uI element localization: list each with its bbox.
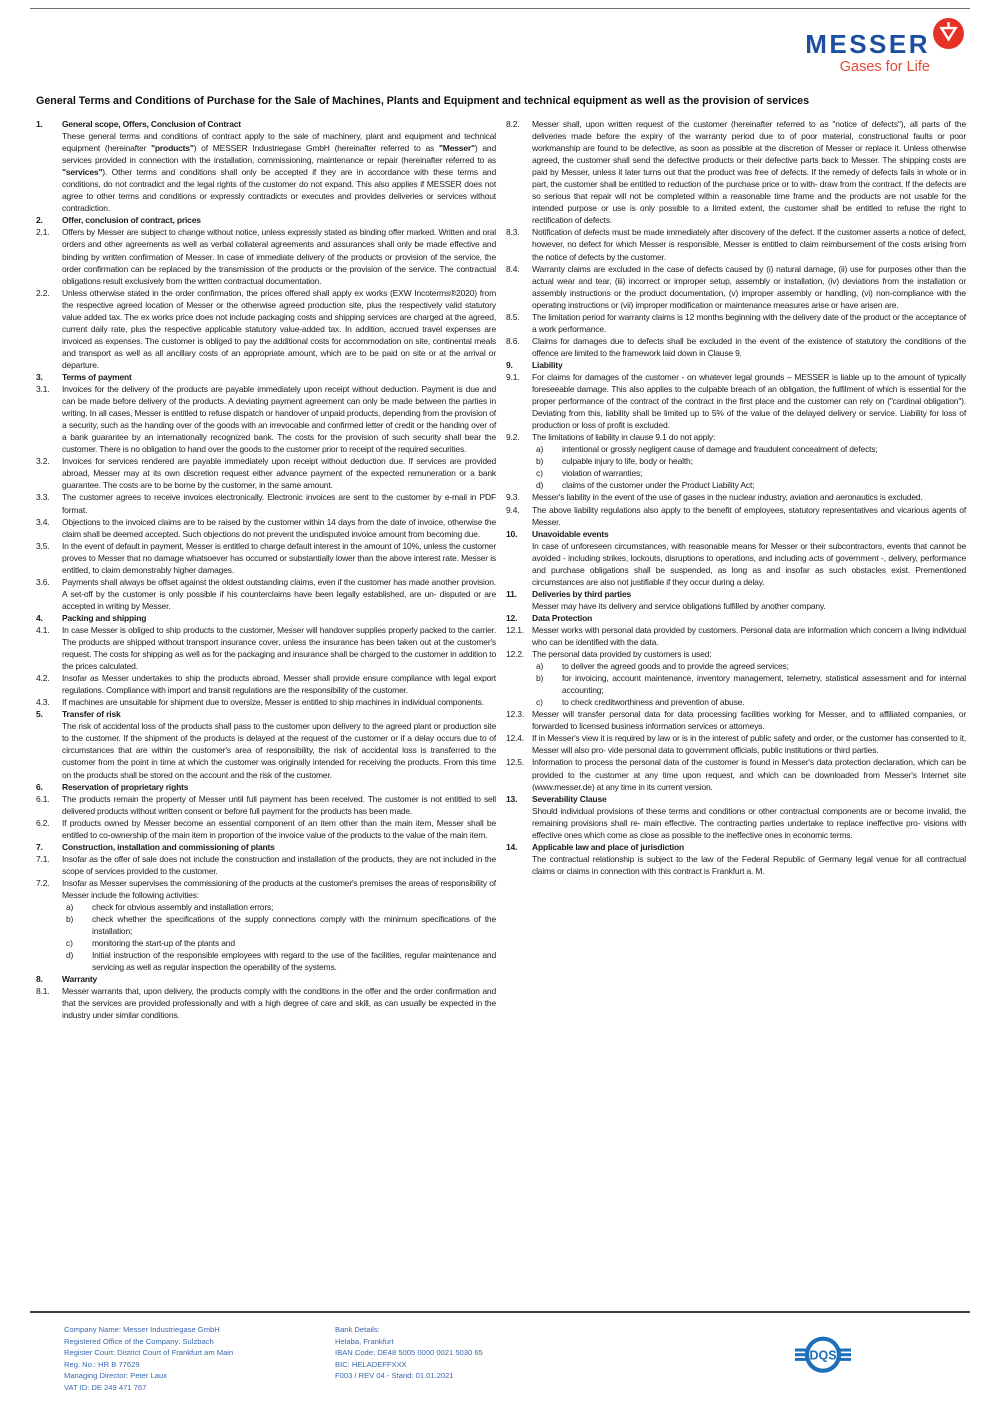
clause-item: [36, 877, 496, 901]
clause-text: Messer may have its delivery and service obligations fulfilled by another company.: [532, 600, 826, 611]
clause-text: [62, 937, 496, 949]
dqs-certification-logo: [794, 1332, 852, 1379]
clause-item: [36, 226, 496, 286]
footer-bank-line: BIC: HELADEFFXXX: [335, 1359, 407, 1369]
clause-item: [506, 805, 966, 841]
clause-text: In case of unforeseen circumstances, with reasonable means for Messer or their subcontractors, events that cannot be avoided - including strikes, lockouts, disruptions to operations, and including acts of government -, delivery, performance and purchase obligations shall be suspended, as long as and insofar as such obstacles exist. Prementioned circumstances are also not justifiable if they occur during a delay.: [532, 540, 966, 587]
clause-text: [62, 949, 496, 973]
clause-text: Unless otherwise stated in the order confirmation, the prices offered shall apply ex works (EXW Incoterms®2020) from the respective agreed location of Messer or the otherwise agreed production site, plus the respectively valid statutory value added tax. The ex works price does not include packaging costs and shipping services are charged at the agreed, current daily rate, plus the respective applicable statutory value-added tax. In addition, accrued travel expenses are invoiced as expenses. The customer is obliged to pay the additional costs for accommodation on site, continental meals and transport as well as all ancillary costs of an appropriate amount, which are to be paid on site or at the arrival or departure.: [62, 287, 496, 370]
clause-item: [36, 720, 496, 780]
clause-text: If products owned by Messer become an essential component of an item other than the main item, Messer shall be entitled to co-ownership of the main item in proportion of the invoice value of the products to the value of the main item.: [62, 817, 496, 840]
clause-text: Construction, installation and commissioning of plants: [62, 841, 275, 852]
clause-text: Unavoidable events: [532, 528, 609, 539]
clause-text: Insofar as the offer of sale does not include the construction and installation of the products, they are not included in the scope of services provided to the customer.: [62, 853, 496, 876]
clause-subtext: check whether the specifications of the supply connections comply with the minimum specifications of the installation;: [92, 914, 496, 937]
clause-subtext: to deliver the agreed goods and to provide the agreed services;: [562, 661, 789, 672]
clauses-column-right: [506, 118, 966, 1022]
clause-text: Deliveries by third parties: [532, 588, 632, 599]
clause-number: 12.: [506, 612, 518, 623]
clause-number: 9.1.: [506, 371, 520, 382]
clause-text: The limitations of liability in clause 9.1 do not apply:: [532, 432, 716, 443]
footer-divider: [30, 1311, 970, 1313]
clause-text: Liability: [532, 359, 563, 370]
clause-text: The customer agrees to receive invoices electronically. Electronic invoices are sent to the customer by e-mail in PDF format.: [62, 492, 496, 515]
footer-company-info: [64, 1324, 233, 1394]
clause-number: 3.6.: [36, 576, 50, 587]
clause-subletter: a): [536, 661, 544, 672]
clause-text: Invoices for services rendered are payable immediately upon receipt without deduction due. If services are provided abroad, Messer may at its own discretion request either advance payment of the expected remuneration or a bank guarantee. The costs are to be borne by the customer, in the same amount.: [62, 456, 496, 491]
clause-item: [36, 576, 496, 612]
footer-bank-info: [335, 1324, 483, 1382]
clause-item: [506, 118, 966, 226]
clause-number: 8.6.: [506, 335, 520, 346]
clause-item: [36, 913, 496, 937]
clause-item: [506, 793, 966, 805]
clause-number: 3.4.: [36, 516, 50, 527]
clause-text: If in Messer's view it is required by law or is in the interest of public safety and order, or the customer has consented to it, Messer will also pro- vide personal data to government officials, public institutions or third parties.: [532, 733, 966, 756]
clause-text: Messer works with personal data provided by customers. Personal data are information which concern a living individual who can be identified with the data.: [532, 624, 966, 648]
clause-text: Messer's liability in the event of the use of gases in the nuclear industry, aviation and aeronautics is excluded.: [532, 492, 923, 503]
clause-text: Insofar as Messer supervises the commissioning of the products at the customer's premises the areas of responsibility of Messer include the following activities:: [62, 877, 496, 900]
clause-number: 12.2.: [506, 649, 525, 660]
clause-item: [506, 455, 966, 467]
clause-subletter: c): [536, 468, 543, 479]
clause-item: [506, 371, 966, 431]
clause-subtext: Initial instruction of the responsible employees with regard to the use of the facilities, regular maintenance and servicing as well as regular inspection the operability of the systems.: [92, 950, 496, 973]
clause-item: [506, 756, 966, 792]
clause-number: 12.5.: [506, 757, 525, 768]
clause-item: [36, 985, 496, 1021]
clause-text: The risk of accidental loss of the products shall pass to the customer upon delivery to the agreed plant or production site to the customer. If the shipment of the products is delayed at the request of the customer or if a delay occurs due to of circumstances that are within the customer's area of responsibility, the risk of accidental loss is transferred to the customer from the point in time at which the customer was originally intended for receiving the products. From this time on the products shall be stored on the account and the risk of the customer.: [62, 721, 496, 780]
messer-tagline: Gases for Life: [839, 59, 930, 75]
clause-subletter: d): [66, 950, 74, 961]
clause-item: [506, 431, 966, 443]
clause-text: In case Messer is obliged to ship products to the customer, Messer will handover supplies properly packed to the carrier. The products are shipped without transport insurance cover, unless the insurance has been taken out at the customer's request. The costs for shipping as well as for the packaging and insurance shall be charged to the customer in addition to the prices calculated.: [62, 624, 496, 672]
footer-company-line: Managing Director: Peter Laux: [64, 1371, 167, 1381]
clause-number: 4.3.: [36, 697, 50, 708]
clause-text: Should individual provisions of these terms and conditions or other contractual components are or become invalid, the remaining provisions shall re- main effective. The contracting parties undertake to replace ineffective pro- visions with effective ones which come as close as possible to the ineffective ones in economic terms.: [532, 805, 966, 840]
clause-number: 12.1.: [506, 624, 525, 635]
clause-text: In the event of default in payment, Messer is entitled to charge default interest in the amount of 10%, unless the customer proves to Messer that no damage whatsoever has occurred or substantially lower than the above interest rate. Messer is entitled, to claim demonstrably higher damages.: [62, 540, 496, 575]
clause-number: 7.2.: [36, 877, 50, 888]
clause-text: If machines are unsuitable for shipment due to oversize, Messer is entitled to ship machines in individual components.: [62, 697, 484, 708]
clause-item: [506, 853, 966, 877]
clause-text: [62, 913, 496, 937]
clause-item: [36, 612, 496, 624]
clause-text: Invoices for the delivery of the products are payable immediately upon receipt without deduction. Payment is due and can be made before delivery of the products. A deviating payment agreement can only be made between the parties in writing. In all cases, Messer is entitled to refuse dispatch or handover of unpaid products, depending from the provision of a security, such as the handing over of the goods with an irrevocable and confirmed letter of credit or the handing over of a bank guarantee by an internationally recognized bank. The costs for the provision of such security shall bear the customer. There is no obligation to hand over the goods to the customer prior to receipt of the required securities.: [62, 384, 496, 455]
clause-item: [506, 588, 966, 600]
clause-number: 3.1.: [36, 384, 50, 395]
clause-number: 8.1.: [36, 986, 50, 997]
clause-text: Packing and shipping: [62, 612, 147, 623]
footer-company-line: Company Name: Messer Industriegase GmbH: [64, 1325, 220, 1334]
clause-item: [36, 540, 496, 576]
clause-subletter: d): [536, 480, 544, 491]
clause-item: [506, 504, 966, 528]
messer-logo: [805, 26, 964, 76]
clause-number: 8.2.: [506, 119, 520, 129]
clause-subtext: for invoicing, account maintenance, inventory management, telemetry, statistical assessment and for internal accounting;: [562, 673, 966, 696]
clause-item: [36, 383, 496, 455]
clause-item: [36, 781, 496, 793]
clause-item: [506, 226, 966, 262]
clause-item: [36, 817, 496, 841]
clause-text: Messer warrants that, upon delivery, the products comply with the conditions in the offer and the order confirmation and that the services are provided professionally and with a high degree of care and skill, as can usually be expected in the industry under similar conditions.: [62, 986, 496, 1021]
clause-number: 10.: [506, 528, 518, 539]
clause-subletter: b): [536, 673, 544, 684]
clause-item: [506, 648, 966, 660]
clause-text: Claims for damages due to defects shall be excluded in the event of the existence of statutory the conditions of the offence are limited to the framework laid down in Clause 9.: [532, 335, 966, 358]
clause-item: [36, 793, 496, 817]
clause-item: [506, 443, 966, 455]
clause-number: 8.: [36, 974, 43, 985]
clause-text: Offer, conclusion of contract, prices: [62, 215, 201, 226]
clause-number: 14.: [506, 841, 518, 852]
clause-text: The limitation period for warranty claims is 12 months beginning with the delivery date of the product or the acceptance of a work performance.: [532, 311, 966, 334]
messer-logo-row: [805, 26, 964, 57]
clause-text: [532, 696, 966, 708]
clause-number: 11.: [506, 588, 517, 599]
clause-number: 2.: [36, 215, 43, 226]
clause-item: [36, 841, 496, 853]
clause-item: [506, 467, 966, 479]
messer-badge-icon: [933, 18, 964, 49]
clause-number: 4.2.: [36, 673, 50, 684]
footer-company-line: VAT ID: DE 249 471 767: [64, 1382, 147, 1392]
clause-subtext: intentional or grossly negligent cause of damage and fraudulent concealment of defects;: [562, 444, 878, 455]
clause-number: 9.4.: [506, 504, 520, 515]
clause-text: [532, 455, 966, 467]
clause-text: [532, 479, 966, 491]
clause-text: The above liability regulations also apply to the benefit of employees, statutory representatives and vicarious agents of Messer.: [532, 504, 966, 527]
clause-item: [506, 491, 966, 503]
clause-subtext: check for obvious assembly and installation errors;: [92, 902, 274, 913]
clause-number: 7.: [36, 841, 43, 852]
clause-text: Payments shall always be offset against the oldest outstanding claims, even if the customer has made another provision. A set-off by the customer is only possible if his counterclaims have been legally established, are un- disputed or are accepted in writing by Messer.: [62, 576, 496, 611]
clause-number: 9.2.: [506, 432, 520, 443]
clause-item: [506, 311, 966, 335]
clause-text: These general terms and conditions of contract apply to the sale of machinery, plant and equipment and technical equipment (hereinafter "products") of MESSER Industriegase GmbH (hereinafter referred to as "Messer") and services provided in connection with the installation, commissioning, maintenance or repair (hereinafter referred to as "services"). Other terms and conditions shall only be accepted if they are in accordance with these terms and conditions, do not contradict and the legal rights of the customer do not expand. This also applies if MESSER does not agree to other terms and conditions or expressly contradicts or executes and provides deliveries or services without contradiction.: [62, 131, 496, 214]
clause-number: 6.: [36, 781, 43, 792]
footer-bank-line: IBAN Code: DE48 5005 0000 0021 5030 65: [335, 1348, 483, 1358]
footer-bank-line: Helaba, Frankfurt: [335, 1336, 394, 1346]
clause-item: [36, 118, 496, 130]
clause-number: 3.3.: [36, 492, 50, 503]
clause-number: 8.3.: [506, 227, 520, 238]
clause-subletter: a): [66, 902, 74, 913]
clause-item: [506, 660, 966, 672]
clause-subtext: to check creditworthiness and prevention of abuse.: [562, 697, 745, 708]
clause-text: Reservation of proprietary rights: [62, 781, 189, 792]
clause-item: [36, 973, 496, 985]
clause-text: Severability Clause: [532, 793, 607, 804]
clause-item: [506, 263, 966, 311]
clause-item: [506, 479, 966, 491]
footer-company-line: Reg. No.: HR B 77629: [64, 1359, 140, 1369]
clause-item: [36, 214, 496, 226]
clause-item: [506, 708, 966, 732]
clause-text: The products remain the property of Messer until full payment has been received. The customer is not entitled to sell delivered products without written consent or before full payment for the products has been made.: [62, 793, 496, 816]
clause-item: [506, 335, 966, 359]
top-divider: [30, 8, 970, 9]
clause-item: [506, 540, 966, 588]
clause-number: 9.3.: [506, 492, 520, 503]
clause-item: [506, 696, 966, 708]
clause-subletter: b): [66, 914, 74, 925]
clause-item: [36, 287, 496, 371]
clause-number: 2.2.: [36, 287, 50, 298]
clause-text: Transfer of risk: [62, 709, 121, 720]
clause-number: 4.: [36, 612, 43, 623]
clause-item: [36, 371, 496, 383]
clause-text: Warranty: [62, 974, 98, 985]
clause-text: Objections to the invoiced claims are to be raised by the customer within 14 days from the date of invoice, otherwise the claim shall be deemed accepted. Such objections do not prevent the undisputed invoice amount from becoming due.: [62, 516, 496, 539]
clause-number: 3.5.: [36, 540, 50, 551]
clause-number: 2.1.: [36, 227, 50, 238]
clause-subletter: c): [536, 697, 543, 708]
clause-subletter: c): [66, 938, 73, 949]
clause-number: 8.5.: [506, 311, 520, 322]
clause-text: Information to process the personal data of the customer is found in Messer's data protection declaration, which can be provided to the customer at any time upon request, and which can be downloaded from Messer's Internet site (www.messer.de) at any time in its current version.: [532, 757, 966, 792]
clause-number: 7.1.: [36, 853, 50, 864]
clause-text: Offers by Messer are subject to change without notice, unless expressly stated as binding offer marked. Written and oral orders and other agreements as well as verbal collateral agreements and assurances shall only be made effective and binding by written confirmation of Messer. In case of immediate delivery of the products or provision of the service, the order confirmation can be replaced by the transmission of the products or the provision of the service. The contractual obligations result exclusively from the written contractual documentation.: [62, 227, 496, 286]
footer-company-line: Registered Office of the Company: Sulzbach: [64, 1336, 214, 1346]
clause-item: [36, 696, 496, 708]
clause-text: Messer shall, upon written request of the customer (hereinafter referred to as "notice of defects"), all parts of the deliveries made before the expiry of the warranty period due to of poor material, constructional faults or poor workmanship are found to be defective, as soon as possible at the discretion of Messer or replace it. Unless otherwise agreed, the customer shall send the defective products or their defective parts back to Messer. The shipping costs are paid by Messer, unless it later turns out that the product was free of defects. If the remedy of defects fails in whole or in part, the customer shall be entitled to reduction of the purchase price or to with- draw from the contract. If the defects are so serious that repair will not be completed within a reasonable time frame and the products are not usable for the intended purpose or use is only possible to a limited extent, the customer shall be entitled to refuse the right to rectification of defects.: [532, 119, 966, 226]
clause-number: 3.: [36, 371, 43, 382]
clause-text: For claims for damages of the customer - on whatever legal grounds – MESSER is liable up to the amount of typically foreseeable damage. This also applies to the culpable breach of an obligation, the fulfilment of which is essential for the proper performance of the contract of the contract in the first place and the customer can rely on ("cardinal obligation"). Deviating from this, liability shall be limited up to 5% of the value of the delayed delivery or service. Liability for loss of production or loss of profit is excluded.: [532, 371, 966, 431]
clause-text: Messer will transfer personal data for data processing facilities working for Messer, and to affiliated companies, or forwarded to licensed business information services or attorneys.: [532, 709, 966, 732]
clause-text: The contractual relationship is subject to the law of the Federal Republic of Germany legal venue for all contractual claims or claims in connection with this contract is Frankfurt a. M.: [532, 853, 966, 876]
clause-number: 5.: [36, 709, 43, 720]
footer-bank-line: F003 / REV 04 - Stand: 01.01.2021: [335, 1371, 454, 1381]
clause-text: [532, 443, 966, 455]
clause-number: 8.4.: [506, 263, 520, 274]
clause-text: Applicable law and place of jurisdiction: [532, 841, 684, 852]
clause-text: [532, 467, 966, 479]
clause-item: [506, 841, 966, 853]
clause-item: [506, 612, 966, 624]
messer-wordmark: MESSER: [805, 29, 930, 59]
clause-item: [36, 708, 496, 720]
clause-item: [36, 853, 496, 877]
clause-subtext: violation of warranties;: [562, 468, 643, 479]
clause-number: 6.1.: [36, 793, 50, 804]
clause-item: [36, 455, 496, 491]
clause-text: Notification of defects must be made immediately after discovery of the defect. If the customer asserts a notice of defect, however, no defect for which Messer is responsible, Messer is entitled to claim reimbursement of the costs arising from the notice of defects by the customer.: [532, 227, 966, 262]
clause-number: 1.: [36, 119, 43, 129]
clause-subletter: a): [536, 444, 544, 455]
document-title: General Terms and Conditions of Purchase for the Sale of Machines, Plants and Equipment and technical equipment as well as the provision of services: [36, 95, 810, 107]
dqs-logo-text: DQS: [809, 1348, 837, 1363]
content-columns: [36, 118, 966, 1022]
clause-item: [36, 516, 496, 540]
clause-item: [506, 624, 966, 648]
clause-text: General scope, Offers, Conclusion of Contract: [62, 119, 241, 129]
clause-number: 6.2.: [36, 817, 50, 828]
clause-text: Insofar as Messer undertakes to ship the products abroad, Messer shall provide ensure compliance with legal export regulations. Compliance with import and transit regulations are the responsibility of the customer.: [62, 673, 496, 696]
clause-item: [506, 528, 966, 540]
clause-text: [532, 672, 966, 696]
clause-text: The personal data provided by customers is used:: [532, 649, 712, 660]
clause-subletter: b): [536, 456, 544, 467]
clause-item: [36, 130, 496, 214]
clause-subtext: culpable injury to life, body or health;: [562, 456, 693, 467]
clause-number: 12.3.: [506, 709, 525, 720]
clause-number: 12.4.: [506, 733, 525, 744]
clause-text: [62, 901, 496, 913]
clause-text: Terms of payment: [62, 371, 132, 382]
clause-item: [506, 672, 966, 696]
clause-text: Warranty claims are excluded in the case of defects caused by (i) natural damage, (ii) use for purposes other than the actual wear and tear, (iii) incorrect or improper setup, assembly or installation, (iv) deviations from the installation or assembly instructions or the product documentation, (v) improper assembly or handling, (vi) non-compliance with the operating instructions or (vii) improper modification or maintenance measures arise or have arisen are.: [532, 263, 966, 310]
footer-bank-line: Bank Details:: [335, 1325, 380, 1334]
clause-number: 3.2.: [36, 456, 50, 467]
clause-item: [36, 937, 496, 949]
clause-number: 13.: [506, 793, 518, 804]
clause-subtext: claims of the customer under the Product Liability Act;: [562, 480, 755, 491]
clause-item: [36, 949, 496, 973]
clauses-column-left: [36, 118, 496, 1022]
clause-item: [36, 491, 496, 515]
clause-text: Data Protection: [532, 612, 593, 623]
clause-item: [36, 672, 496, 696]
clause-text: [532, 660, 966, 672]
footer-company-line: Register Court: District Court of Frankfurt am Main: [64, 1348, 234, 1358]
clause-item: [506, 359, 966, 371]
clause-number: 9.: [506, 359, 513, 370]
clause-item: [36, 901, 496, 913]
clause-item: [506, 732, 966, 756]
clause-number: 4.1.: [36, 624, 50, 635]
clause-item: [506, 600, 966, 612]
clause-item: [36, 624, 496, 672]
clause-subtext: monitoring the start-up of the plants and: [92, 938, 235, 949]
